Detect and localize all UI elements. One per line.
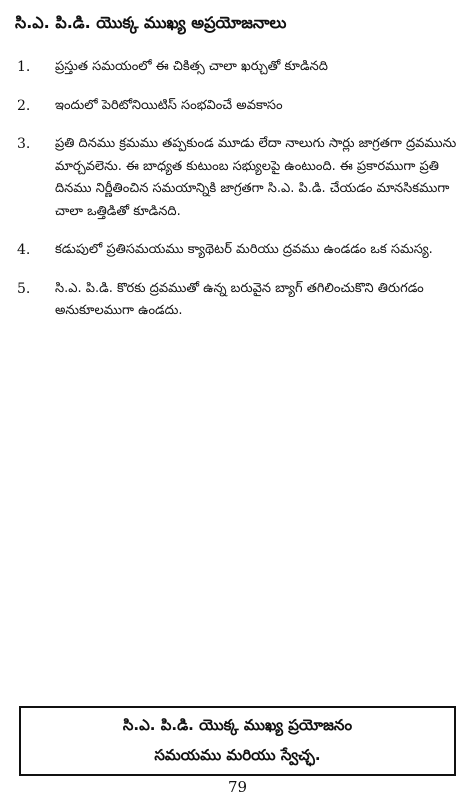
list-item-number: 1. [17,59,31,75]
list-item-text: ఇందులో పెరిటోనియిటిస్ సంభవించే అవకాసం [55,97,283,113]
list-item [15,56,465,79]
section-heading: సి.ఎ. పి.డి. యొక్క ముఖ్య అప్రయోజనాలు [15,13,287,32]
list-item-text: కడుపులో ప్రతిసమయము క్యాథెటర్ మరియు ద్రవము ఉండడం ఒక సమస్య. [55,242,433,257]
list-item-text: సి.ఎ. పి.డి. కొరకు ద్రవముతో ఉన్న బరువైన బ్యాగ్ తగిలించుకొని తిరుగడం అనుకూలముగా ఉండదు. [55,280,424,318]
list-item [15,95,465,118]
disadvantages-list [15,56,465,339]
list-item [15,239,465,262]
key-advantage-title: సి.ఎ. పి.డి. యొక్క ముఖ్య ప్రయోజనం [122,716,353,734]
key-advantage-text: సమయము మరియు స్వేచ్ఛ. [154,746,321,764]
list-item-number: 4. [17,242,31,258]
list-item-number: 2. [17,97,31,114]
page-number: 79 [227,778,248,796]
list-item-number: 5. [17,280,31,297]
list-item [15,278,465,323]
key-advantage-box [19,706,456,776]
list-item-text: ప్రతి దినము క్రమము తప్పకుండ మూడు లేదా నాలుగు సార్లు జాగ్రతగా ద్రవమును మార్చవలెను. ఈ బాధ్యత కుటుంబ సభ్యులపై ఉంటుంది. ఈ ప్రకారముగా ప్రతి దినము నిర్ణీతించిన సమయాన్నికి జాగ్రతగా సి.ఎ. పి.డి. చేయడం మానసికముగా చాలా ఒత్తిడితో కూడినది. [55,136,457,219]
list-item [15,133,465,223]
list-item-number: 3. [17,136,31,152]
list-item-text: ప్రస్తుత సమయంలో ఈ చికిత్స చాలా ఖర్చుతో కూడినది [55,59,328,74]
